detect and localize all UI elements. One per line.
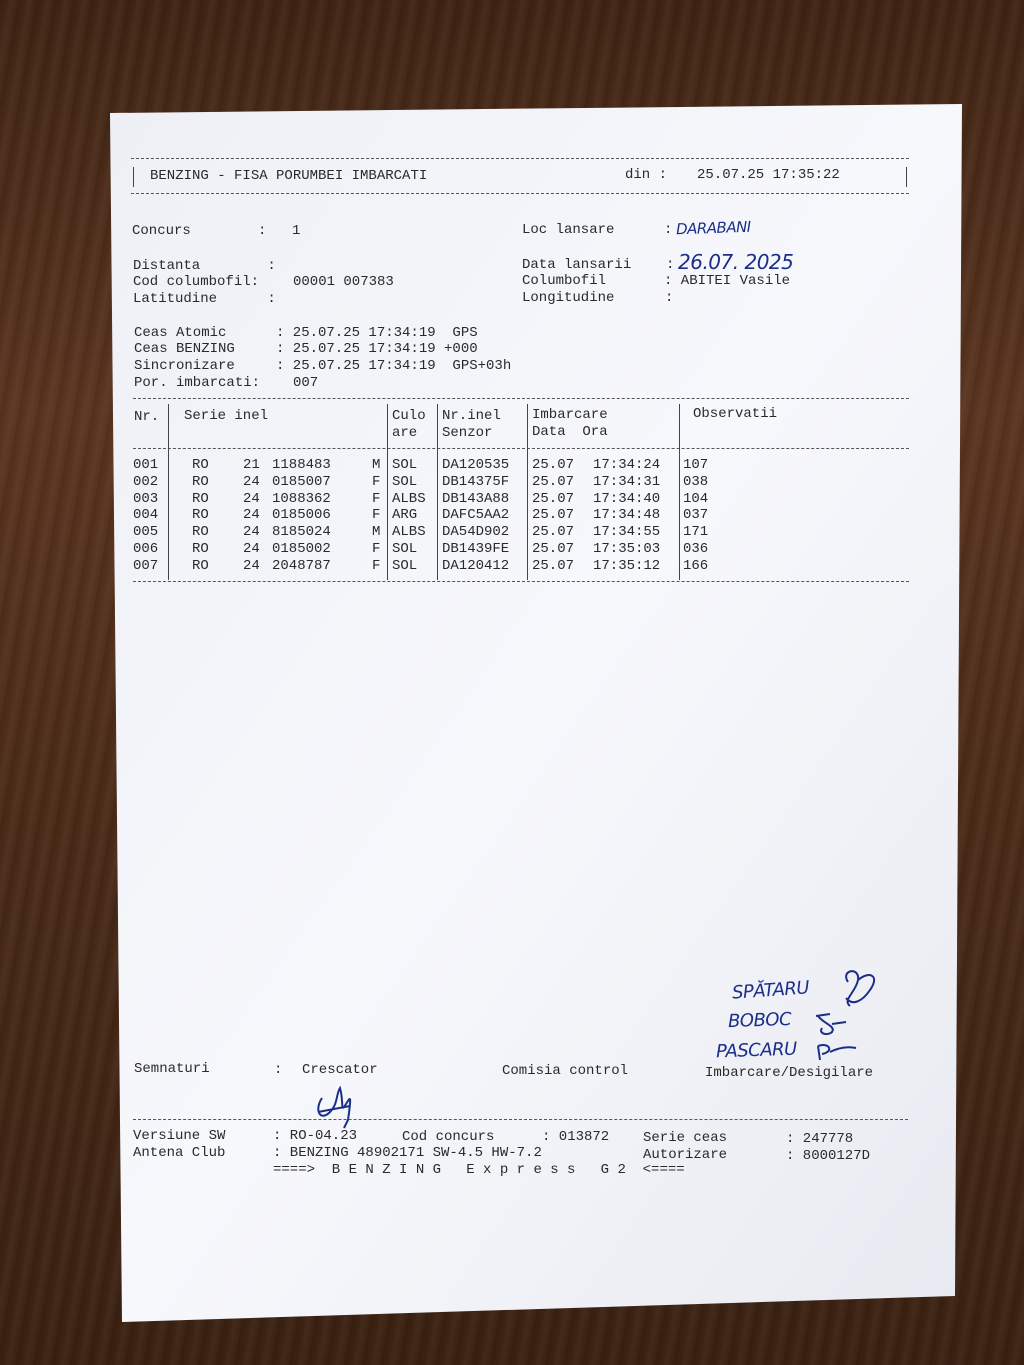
cell-time: 17:34:24	[593, 457, 661, 473]
cell-date: 25.07	[532, 457, 575, 473]
cell-date: 25.07	[532, 490, 575, 507]
serie-ceas-value: : 247778	[786, 1131, 854, 1147]
cell-year: 24	[243, 507, 260, 524]
cod-concurs-value: : 013872	[542, 1129, 610, 1145]
cell-color: SOL	[392, 473, 418, 490]
versiune-label: Versiune SW	[133, 1128, 226, 1144]
cell-time: 17:35:03	[593, 541, 661, 557]
imbarcare-desigilare-label: Imbarcare/Desigilare	[705, 1065, 874, 1081]
cod-columbofil-label: Cod columbofil:	[133, 274, 260, 290]
sincronizare-value: : 25.07.25 17:34:19 GPS+03h	[276, 358, 512, 374]
cod-columbofil-value: 00001 007383	[293, 274, 394, 290]
cell-date: 25.07	[532, 524, 575, 541]
autorizare-label: Autorizare	[643, 1147, 728, 1163]
col-header-nr-inel: Nr.inel	[442, 408, 501, 424]
cell-year: 24	[243, 524, 260, 541]
cell-obs: 036	[683, 541, 709, 557]
cell-sex: F	[372, 507, 381, 524]
cell-sex: F	[372, 473, 381, 490]
data-lansarii-handwritten: 26.07. 2025	[678, 250, 794, 274]
cell-year: 24	[243, 557, 260, 574]
concurs-label: Concurs :	[132, 223, 267, 239]
col-header-serie: Serie inel	[184, 408, 269, 424]
cell-country: RO	[192, 541, 209, 557]
longitudine-label: Longitudine	[522, 290, 615, 306]
col-header-data-ora: Data Ora	[532, 424, 608, 440]
benzing-banner: ====> B E N Z I N G E x p r e s s G 2 <====	[273, 1162, 685, 1178]
cell-sex: F	[372, 541, 381, 557]
cell-year: 21	[243, 457, 260, 473]
cell-nr: 007	[133, 557, 159, 574]
cell-country: RO	[192, 507, 209, 524]
latitudine-label: Latitudine :	[133, 291, 276, 307]
cell-ring: 0185006	[272, 507, 331, 524]
cell-time: 17:34:48	[593, 507, 661, 524]
cell-color: ARG	[392, 507, 418, 524]
cell-ring: 0185007	[272, 473, 331, 490]
cell-time: 17:34:31	[593, 473, 661, 490]
loc-lansare-label: Loc lansare	[522, 222, 615, 238]
ceas-atomic-label: Ceas Atomic	[134, 325, 227, 341]
data-lansarii-label: Data lansarii	[522, 257, 632, 273]
cell-sex: M	[372, 524, 381, 541]
col-header-imbarcare: Imbarcare	[532, 407, 608, 423]
col-header-culoare: Culo	[392, 408, 426, 424]
loc-lansare-sep: :	[664, 222, 673, 238]
cell-color: ALBS	[392, 490, 426, 507]
cell-obs: 166	[683, 557, 709, 574]
ceas-benzing-value: : 25.07.25 17:34:19 +000	[276, 341, 478, 357]
handwritten-name-2: BOBOC	[727, 1008, 792, 1033]
footer-rule	[133, 1119, 908, 1120]
cell-date: 25.07	[532, 541, 575, 557]
cell-sensor: DA54D902	[442, 524, 510, 541]
col-header-culoare-2: are	[392, 425, 418, 441]
cell-color: SOL	[392, 457, 418, 473]
cell-obs: 037	[683, 507, 709, 524]
cell-country: RO	[192, 473, 209, 490]
cell-obs: 038	[683, 473, 709, 490]
antena-club-value: : BENZING 48902171 SW-4.5 HW-7.2	[273, 1145, 542, 1161]
sincronizare-label: Sincronizare	[134, 358, 235, 374]
cell-nr: 005	[133, 524, 159, 541]
cell-sensor: DAFC5AA2	[442, 507, 510, 524]
cell-country: RO	[192, 490, 209, 507]
loc-lansare-handwritten: DARABANI	[675, 217, 751, 239]
cell-obs: 171	[683, 524, 709, 541]
cell-obs: 104	[683, 490, 709, 507]
columbofil-value: : ABITEI Vasile	[664, 273, 791, 289]
cell-nr: 003	[133, 490, 159, 507]
cell-date: 25.07	[532, 507, 575, 524]
cell-ring: 0185002	[272, 541, 331, 557]
cell-date: 25.07	[532, 557, 575, 574]
semnaturi-label: Semnaturi	[134, 1061, 210, 1077]
cell-year: 24	[243, 541, 260, 557]
cell-ring: 2048787	[272, 557, 331, 574]
antena-club-label: Antena Club	[133, 1145, 226, 1161]
cell-obs: 107	[683, 457, 709, 473]
comisia-control-label: Comisia control	[502, 1063, 629, 1079]
cell-country: RO	[192, 524, 209, 541]
cell-sensor: DA120412	[442, 557, 510, 574]
cell-nr: 006	[133, 541, 159, 557]
cell-sex: F	[372, 557, 381, 574]
cell-ring: 1088362	[272, 490, 331, 507]
col-header-observatii: Observatii	[693, 406, 778, 422]
autorizare-value: : 8000127D	[786, 1148, 871, 1164]
cell-date: 25.07	[532, 473, 575, 490]
cell-time: 17:35:12	[593, 557, 661, 574]
longitudine-sep: :	[665, 290, 674, 306]
porumbei-imbarcati-label: Por. imbarcati:	[134, 375, 261, 391]
concurs-value: 1	[292, 223, 301, 239]
ceas-benzing-label: Ceas BENZING	[134, 341, 235, 357]
cell-sensor: DA120535	[442, 457, 510, 473]
semnaturi-sep: :	[274, 1062, 283, 1078]
serie-ceas-label: Serie ceas	[643, 1130, 728, 1146]
cell-nr: 001	[133, 457, 159, 473]
columbofil-label: Columbofil	[522, 273, 607, 289]
cell-nr: 002	[133, 473, 159, 490]
document-title: BENZING - FISA PORUMBEI IMBARCATI	[150, 168, 428, 184]
cell-time: 17:34:55	[593, 524, 661, 541]
cell-sensor: DB143A88	[442, 490, 510, 507]
crescator-label: Crescator	[302, 1062, 378, 1078]
din-value: 25.07.25 17:35:22	[697, 167, 840, 183]
versiune-value: : RO-04.23	[273, 1128, 358, 1144]
col-header-nr: Nr.	[134, 409, 160, 425]
cell-ring: 8185024	[272, 524, 331, 541]
distanta-label: Distanta :	[133, 258, 276, 274]
cell-year: 24	[243, 473, 260, 490]
cell-color: ALBS	[392, 524, 426, 541]
cell-sensor: DB1439FE	[442, 541, 510, 557]
cell-color: SOL	[392, 541, 418, 557]
handwritten-name-1: SPĂTARU	[731, 977, 810, 1004]
cell-ring: 1188483	[272, 457, 331, 473]
data-lansarii-sep: :	[666, 257, 675, 273]
porumbei-imbarcati-value: 007	[293, 375, 319, 391]
ceas-atomic-value: : 25.07.25 17:34:19 GPS	[276, 325, 478, 341]
cell-sex: F	[372, 490, 381, 507]
cell-nr: 004	[133, 507, 159, 524]
cell-sex: M	[372, 457, 381, 473]
col-header-senzor: Senzor	[442, 425, 493, 441]
cell-sensor: DB14375F	[442, 473, 510, 490]
cell-country: RO	[192, 457, 209, 473]
cell-color: SOL	[392, 557, 418, 574]
handwritten-name-3: PASCARU	[715, 1038, 798, 1063]
cell-time: 17:34:40	[593, 490, 661, 507]
cell-year: 24	[243, 490, 260, 507]
cell-country: RO	[192, 557, 209, 574]
din-label: din :	[625, 167, 668, 183]
cod-concurs-label: Cod concurs	[402, 1129, 495, 1145]
